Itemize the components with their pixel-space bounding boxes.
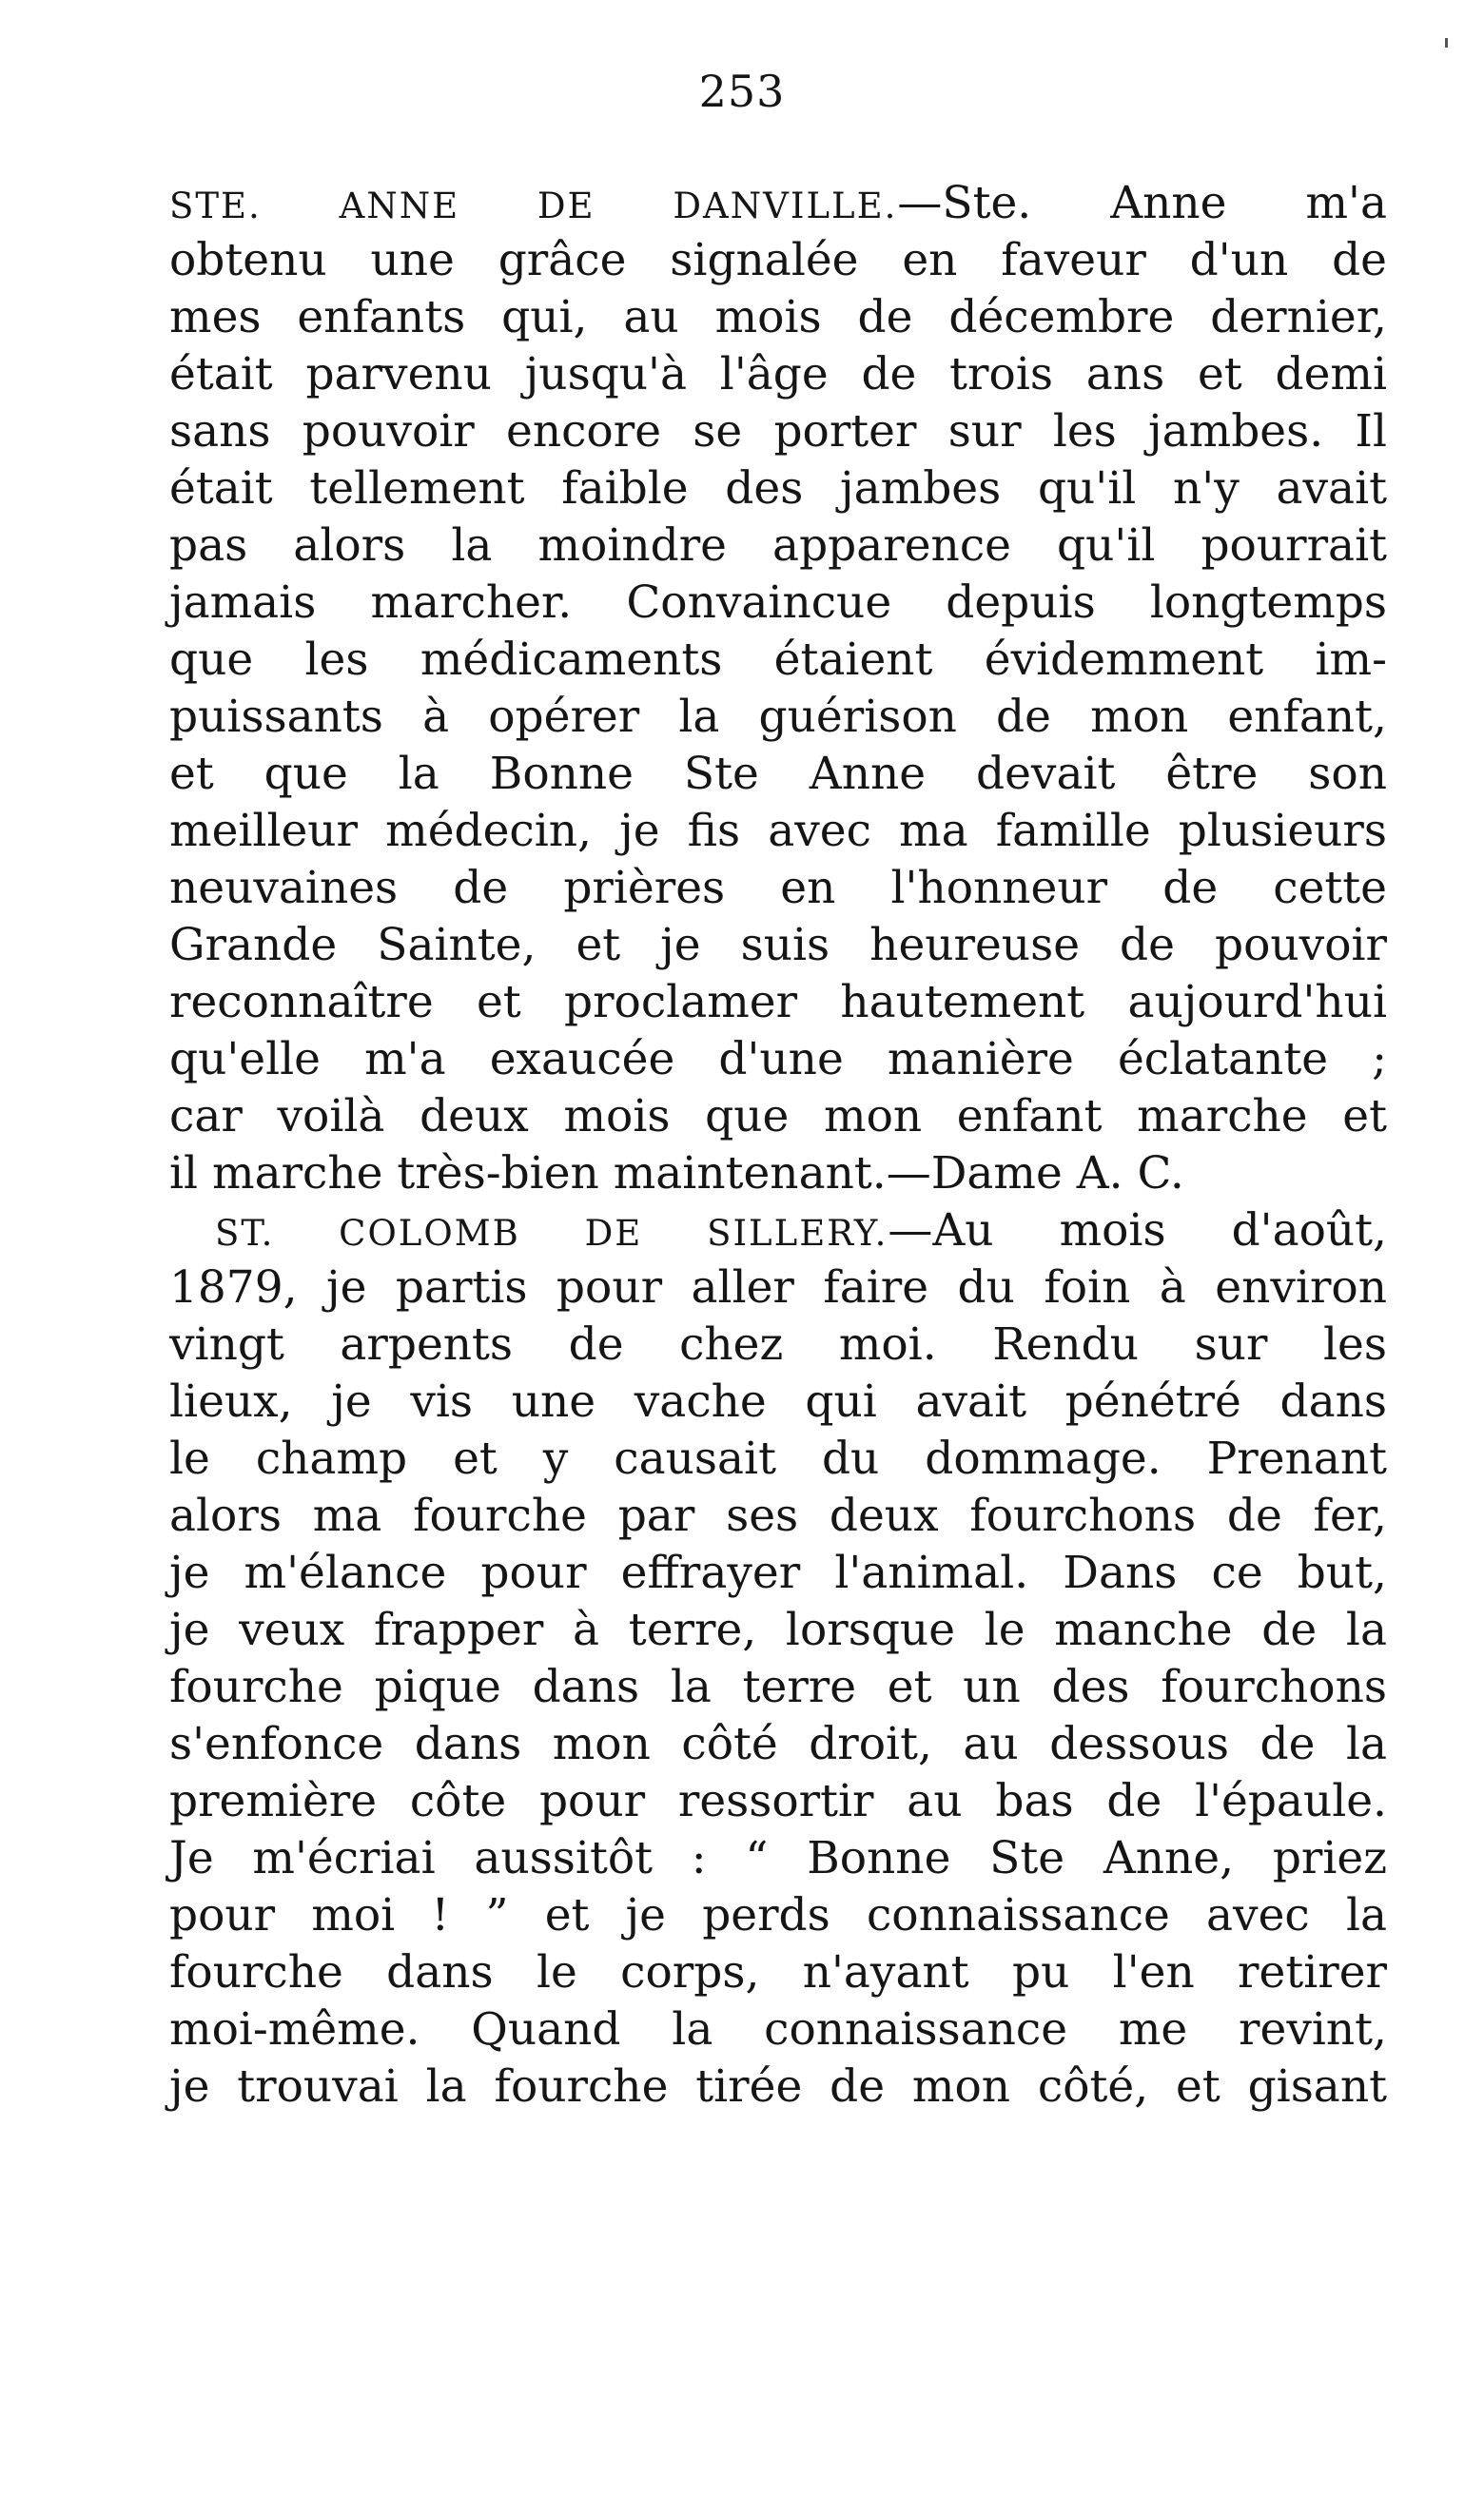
text-line: car voilà deux mois que mon enfant marche et xyxy=(169,1090,1387,1142)
text-line: fourche pique dans la terre et un des fourchons xyxy=(169,1661,1387,1713)
text-line: le champ et y causait du dommage. Prenant xyxy=(169,1433,1387,1485)
paragraph-st-colomb-de-sillery xyxy=(169,1202,1387,2116)
text-line: que les médicaments étaient évidemment im- xyxy=(169,634,1387,686)
text-line: Grande Sainte, et je suis heureuse de pouvoir xyxy=(169,919,1387,971)
text-line: Je m'écriai aussitôt : “ Bonne Ste Anne, priez xyxy=(169,1832,1387,1884)
text-line: moi-même. Quand la connaissance me revint, xyxy=(169,2003,1387,2056)
text-line: je veux frapper à terre, lorsque le manche de la xyxy=(169,1604,1387,1656)
text-line: qu'elle m'a exaucée d'une manière éclatante ; xyxy=(169,1033,1387,1085)
text-line: 1879, je partis pour aller faire du foin à environ xyxy=(169,1261,1387,1314)
text-line: neuvaines de prières en l'honneur de cette xyxy=(169,862,1387,914)
text-line: je m'élance pour effrayer l'animal. Dans ce but, xyxy=(169,1547,1387,1599)
text-line: vingt arpents de chez moi. Rendu sur les xyxy=(169,1318,1387,1371)
text-line: pour moi ! ” et je perds connaissance avec la xyxy=(169,1889,1387,1941)
page-number: 253 xyxy=(698,66,786,117)
text-line: lieux, je vis une vache qui avait pénétré dans xyxy=(169,1376,1387,1428)
text-line: meilleur médecin, je fis avec ma famille plusieurs xyxy=(169,805,1387,857)
text-line: était tellement faible des jambes qu'il n'y avait xyxy=(169,462,1387,515)
text-line: obtenu une grâce signalée en faveur d'un de xyxy=(169,234,1387,286)
text-line: sans pouvoir encore se porter sur les jambes. Il xyxy=(169,405,1387,458)
text-line: reconnaître et proclamer hautement aujourd'hui xyxy=(169,976,1387,1028)
paragraph-ste-anne-de-danville xyxy=(169,175,1387,1202)
text-line: et que la Bonne Ste Anne devait être son xyxy=(169,748,1387,800)
text-line: fourche dans le corps, n'ayant pu l'en retirer xyxy=(169,1946,1387,1999)
text-line: ST. COLOMB DE SILLERY.—Au mois d'août, xyxy=(215,1204,1388,1257)
section-heading: ST. COLOMB DE SILLERY. xyxy=(215,1213,888,1254)
text-line: mes enfants qui, au mois de décembre dernier, xyxy=(169,291,1387,343)
text-line: jamais marcher. Convaincue depuis longtemps xyxy=(169,576,1387,629)
text-line: alors ma fourche par ses deux fourchons de fer, xyxy=(169,1490,1387,1542)
text-line: je trouvai la fourche tirée de mon côté, et gisant xyxy=(169,2060,1387,2113)
section-heading: STE. ANNE DE DANVILLE. xyxy=(169,185,898,226)
text-line: puissants à opérer la guérison de mon enfant, xyxy=(169,691,1387,743)
text-line: s'enfonce dans mon côté droit, au dessous de la xyxy=(169,1718,1387,1770)
text-line: STE. ANNE DE DANVILLE.—Ste. Anne m'a xyxy=(169,177,1387,229)
text-line: il marche très-bien maintenant.—Dame A. C. xyxy=(169,1147,1184,1200)
text-line: était parvenu jusqu'à l'âge de trois ans et demi xyxy=(169,348,1387,400)
text-line: première côte pour ressortir au bas de l'épaule. xyxy=(169,1775,1387,1827)
scan-speck xyxy=(1445,38,1448,48)
text-line: pas alors la moindre apparence qu'il pourrait xyxy=(169,519,1387,572)
body-text xyxy=(169,175,1387,2116)
